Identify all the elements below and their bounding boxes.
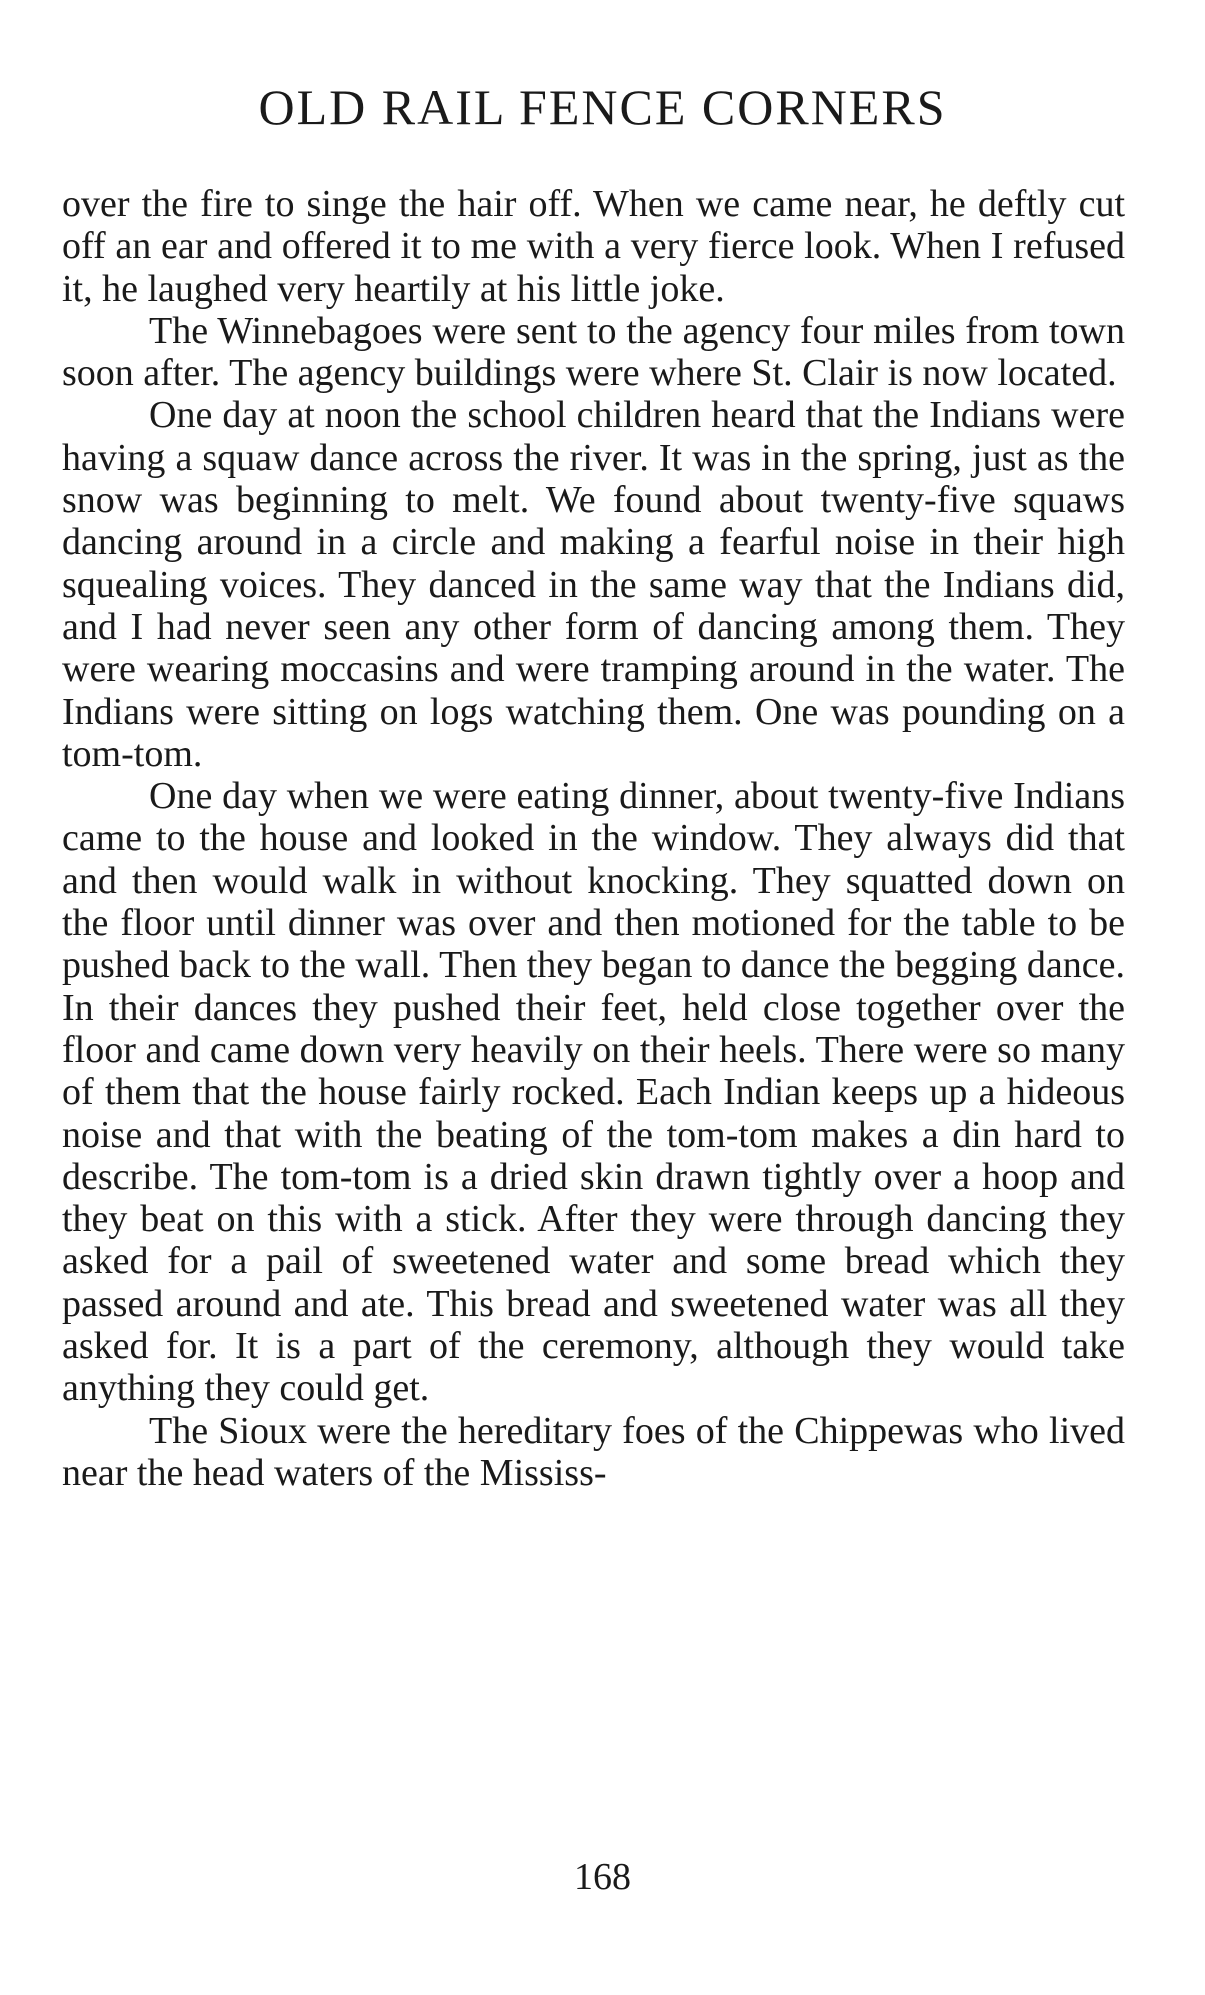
paragraph: One day at noon the school children heard that the Indians were having a squaw dance across the river. It was in the spring, just as the snow was beginning to melt. We found about twenty-five squaws dancing around in a circle and making a fearful noise in their high squealing voices. They danced in the same way that the Indians did, and I had never seen any other form of dancing among them. They were wearing moccasins and were tramping around in the water. The Indians were sitting on logs watching them. One was pounding on a tom-tom. — [62, 394, 1125, 775]
page-number: 168 — [574, 1856, 631, 1898]
paragraph: The Winnebagoes were sent to the agency four miles from town soon after. The agency buildings were where St. Clair is now located. — [62, 309, 1125, 395]
paragraph: The Sioux were the hereditary foes of the Chippewas who lived near the head waters of the Mississ- — [62, 1409, 1125, 1494]
running-title: OLD RAIL FENCE CORNERS — [258, 79, 947, 135]
body-text — [62, 183, 1125, 1494]
paragraph-continued: over the fire to singe the hair off. When we came near, he deftly cut off an ear and offered it to me with a very fierce look. When I refused it, he laughed very heartily at his little joke. — [62, 183, 1125, 310]
paragraph: One day when we were eating dinner, about twenty-five Indians came to the house and looked in the window. They always did that and then would walk in without knocking. They squatted down on the floor until dinner was over and then motioned for the table to be pushed back to the wall. Then they began to dance the begging dance. In their dances they pushed their feet, held close together over the floor and came down very heavily on their heels. There were so many of them that the house fairly rocked. Each Indian keeps up a hideous noise and that with the beating of the tom-tom makes a din hard to describe. The tom-tom is a dried skin drawn tightly over a hoop and they beat on this with a stick. After they were through dancing they asked for a pail of sweetened water and some bread which they passed around and ate. This bread and sweetened water was all they asked for. It is a part of the ceremony, although they would take anything they could get. — [62, 775, 1125, 1410]
